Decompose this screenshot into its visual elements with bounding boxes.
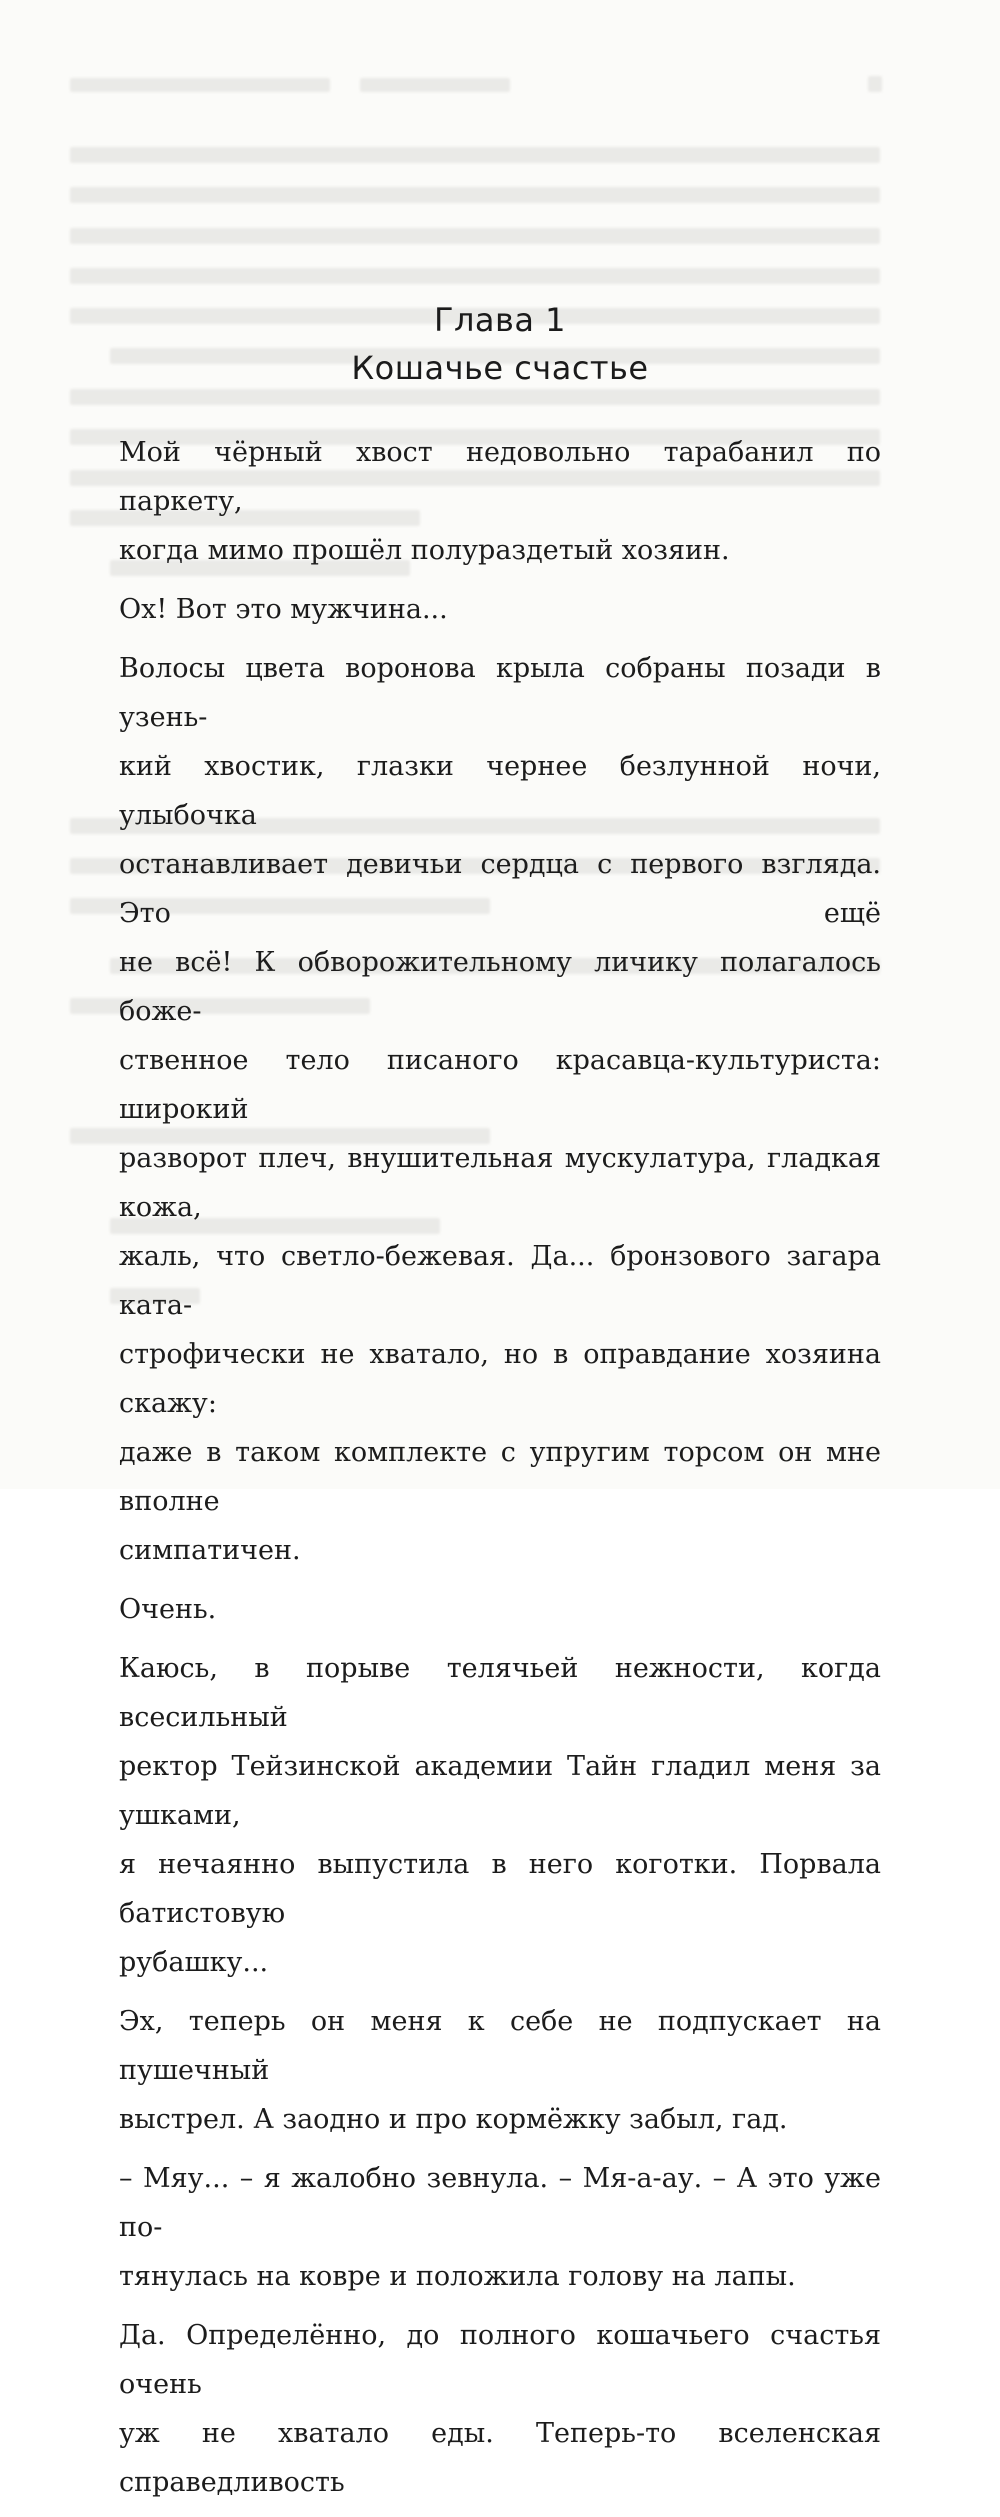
chapter-heading: [0, 296, 1000, 392]
paragraph-3: [119, 644, 881, 1575]
text-line: не всё! К обворожительному личику полагалось боже-: [119, 947, 881, 1027]
text-line: – Мяу... – я жалобно зевнула. – Мя-а-ау. – А это уже по-: [119, 2163, 881, 2243]
text-line: кий хвостик, глазки чернее безлунной ночи, улыбочка: [119, 751, 881, 831]
text-line: симпатичен.: [119, 1535, 301, 1566]
text-line: ственное тело писаного красавца-культуриста: широкий: [119, 1045, 881, 1125]
text-line: Каюсь, в порыве телячьей нежности, когда всесильный: [119, 1653, 881, 1733]
text-line: когда мимо прошёл полураздетый хозяин.: [119, 535, 730, 566]
text-line: останавливает девичьи сердца с первого взгляда. Это ещё: [119, 849, 881, 929]
text-line: строфически не хватало, но в оправдание хозяина скажу:: [119, 1339, 881, 1419]
paragraph-8: [119, 2311, 881, 2507]
text-line: я нечаянно выпустила в него коготки. Порвала батистовую: [119, 1849, 881, 1929]
chapter-number-title: Глава 1: [433, 301, 567, 339]
text-line: разворот плеч, внушительная мускулатура, гладкая кожа,: [119, 1143, 881, 1223]
text-line: Мой чёрный хвост недовольно тарабанил по паркету,: [119, 437, 881, 517]
text-line: рубашку...: [119, 1947, 269, 1978]
text-line: ректор Тейзинской академии Тайн гладил меня за ушками,: [119, 1751, 881, 1831]
paragraph-5: [119, 1644, 881, 1987]
chapter-name: Кошачье счастье: [351, 349, 649, 387]
text-line: даже в таком комплекте с упругим торсом он мне вполне: [119, 1437, 881, 1517]
text-line: Ох! Вот это мужчина...: [119, 594, 448, 625]
paragraph-1: [119, 428, 881, 575]
text-line: выстрел. А заодно и про кормёжку забыл, гад.: [119, 2104, 788, 2135]
text-line: жаль, что светло-бежевая. Да... бронзового загара ката-: [119, 1241, 881, 1321]
paragraph-2: [119, 585, 881, 634]
paragraph-7: [119, 2154, 881, 2301]
text-line: тянулась на ковре и положила голову на лапы.: [119, 2261, 796, 2292]
text-line: Очень.: [119, 1594, 217, 1625]
paragraph-4: [119, 1585, 881, 1634]
paragraph-6: [119, 1997, 881, 2144]
chapter-body-text: [119, 428, 881, 2517]
text-line: уж не хватало еды. Теперь-то вселенская справедливость: [119, 2418, 881, 2498]
text-line: Эх, теперь он меня к себе не подпускает на пушечный: [119, 2006, 881, 2086]
text-line: Да. Определённо, до полного кошачьего счастья очень: [119, 2320, 881, 2400]
text-line: Волосы цвета воронова крыла собраны позади в узень-: [119, 653, 881, 733]
